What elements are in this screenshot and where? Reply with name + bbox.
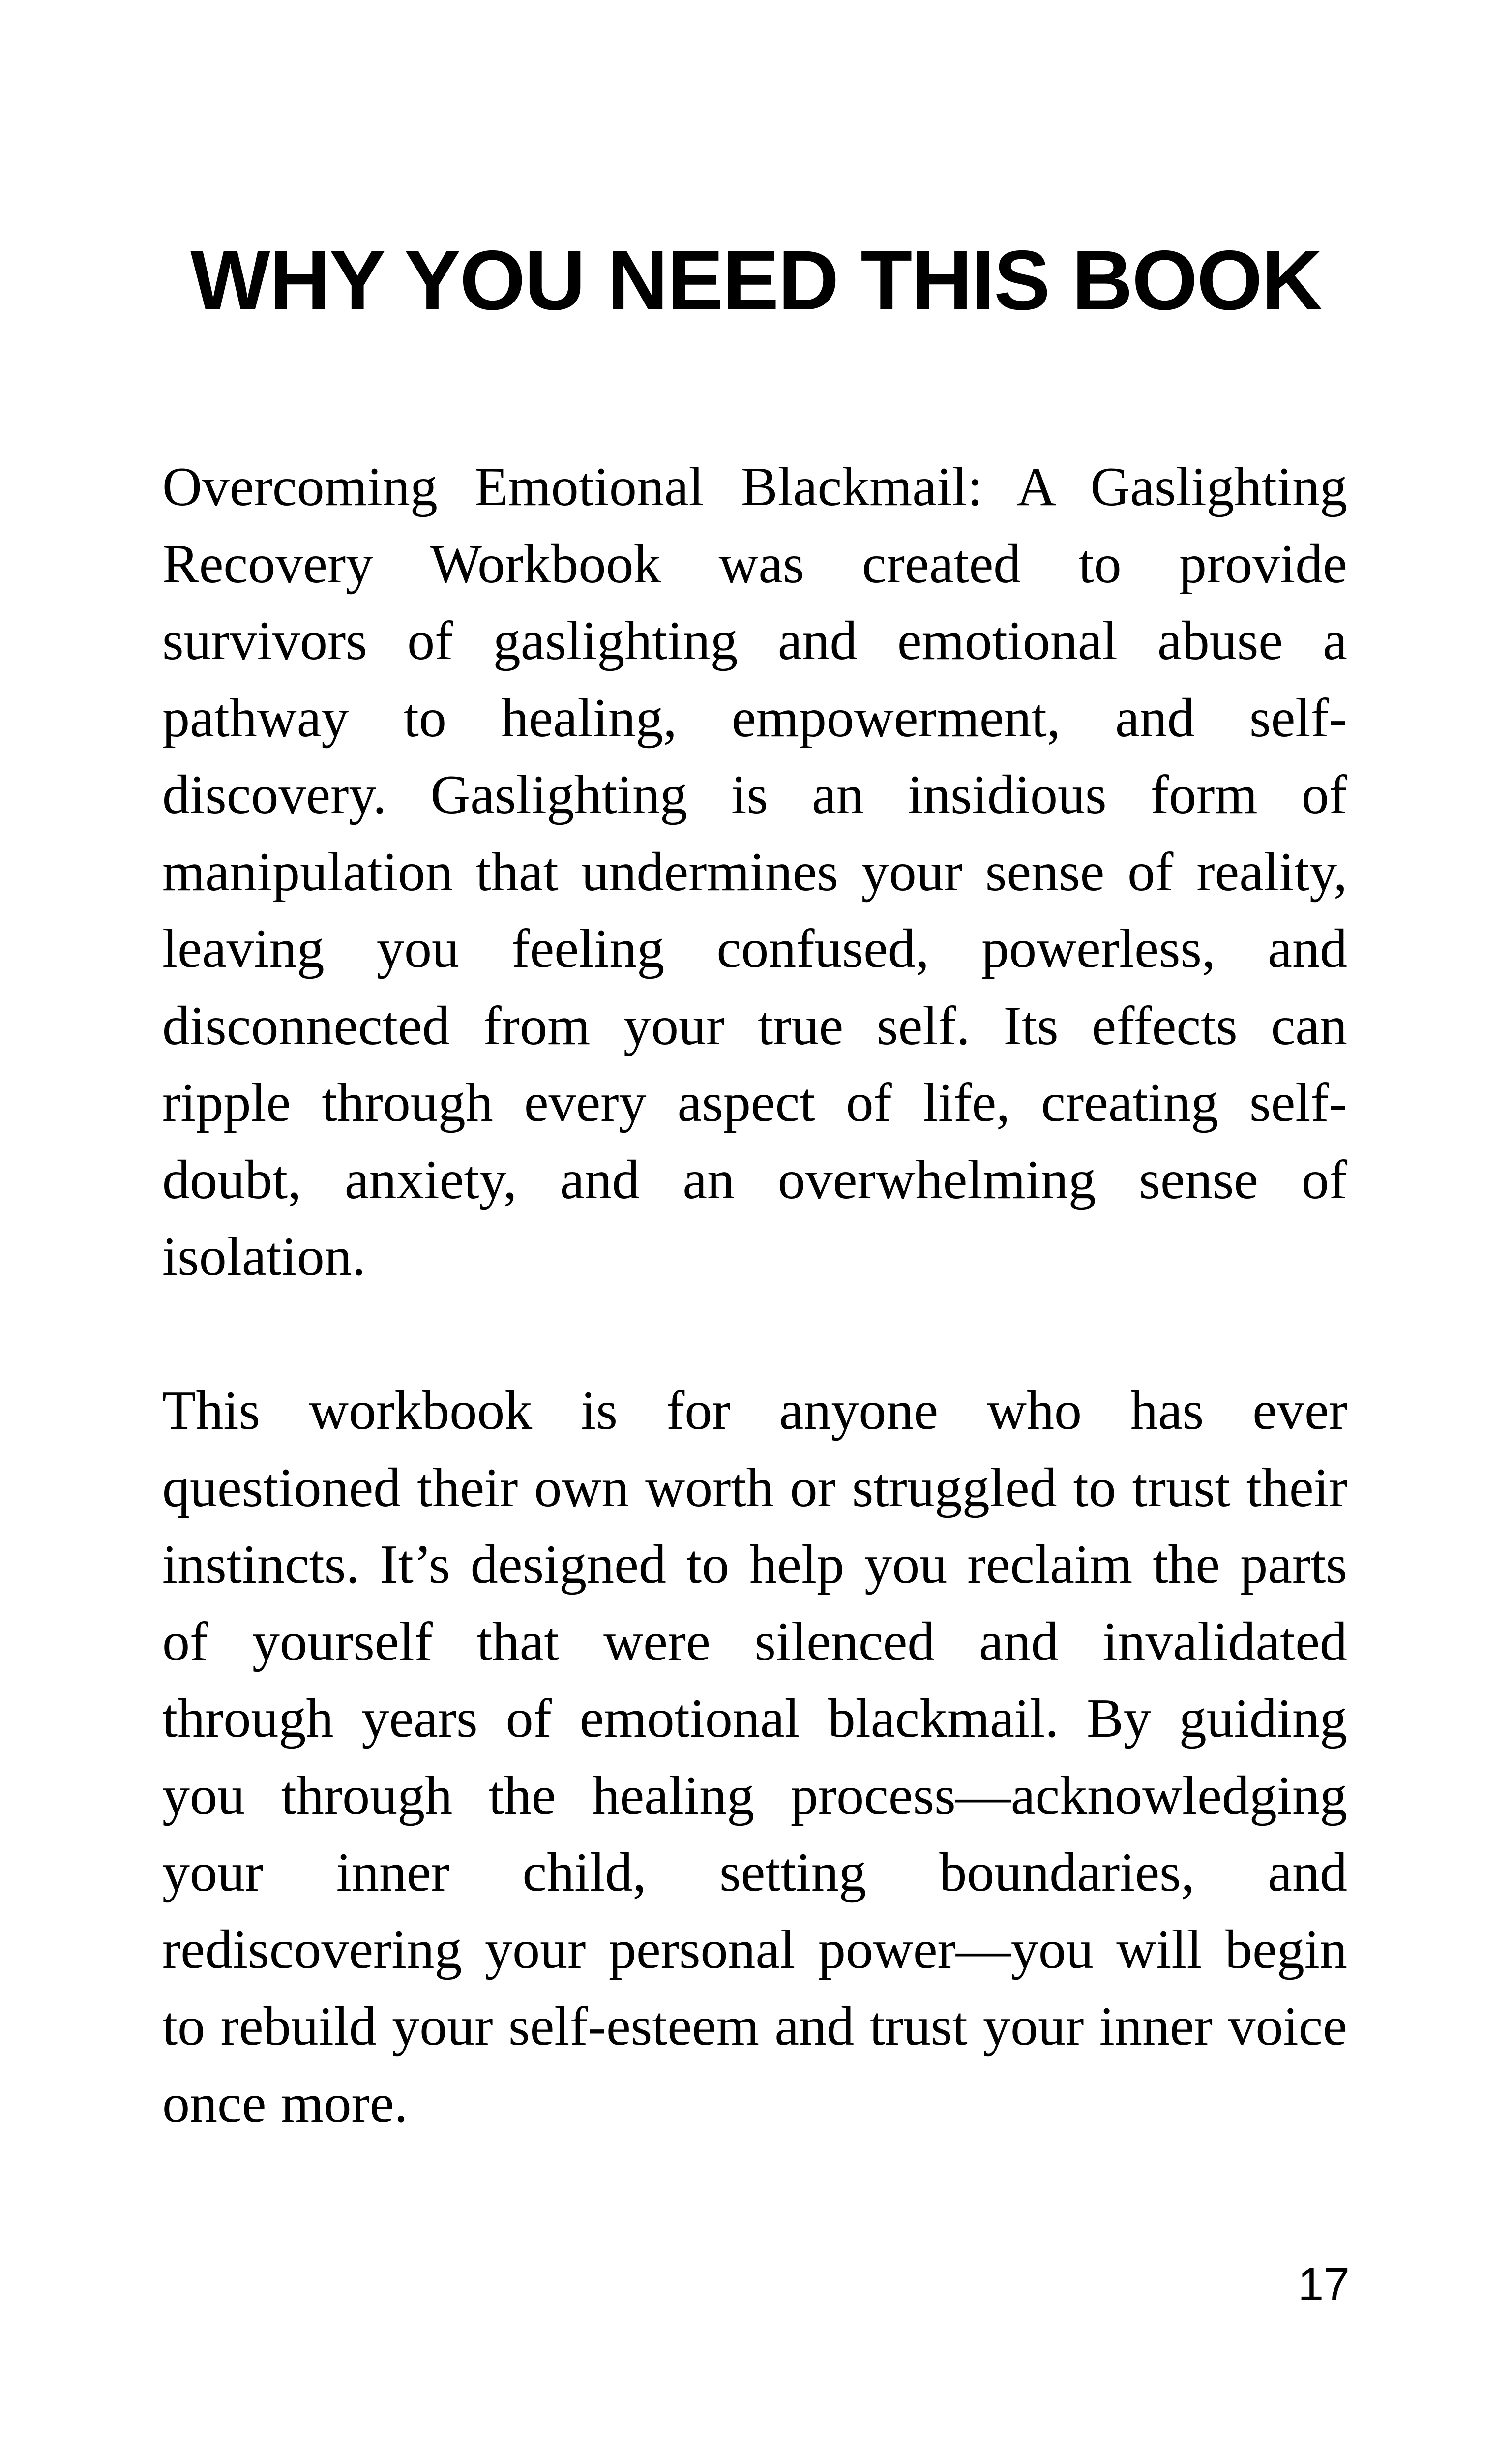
body-paragraph-1: Overcoming Emotional Blackmail: A Gaslighting Recovery Workbook was created to provide survivors of gaslighting and emotional abuse a pathway to healing, empowerment, and self-discovery. Gaslighting is an insidious form of manipulation that undermines your sense of reality, leaving you feeling confused, powerless, and disconnected from your true self. Its effects can ripple through every aspect of life, creating self-doubt, anxiety, and an overwhelming sense of isolation. [162,456,1347,1287]
body-paragraph-2: This workbook is for anyone who has ever questioned their own worth or struggled to trust their instincts. It’s designed to help you reclaim the parts of yourself that were silenced and invalidated through years of emotional blackmail. By guiding you through the healing process—acknowledging your inner child, setting boundaries, and rediscovering your personal power—you will begin to rebuild your self-esteem and trust your inner voice once more. [162,1380,1347,2134]
page-title: WHY YOU NEED THIS BOOK [190,233,1322,328]
page-number: 17 [1298,2259,1350,2311]
